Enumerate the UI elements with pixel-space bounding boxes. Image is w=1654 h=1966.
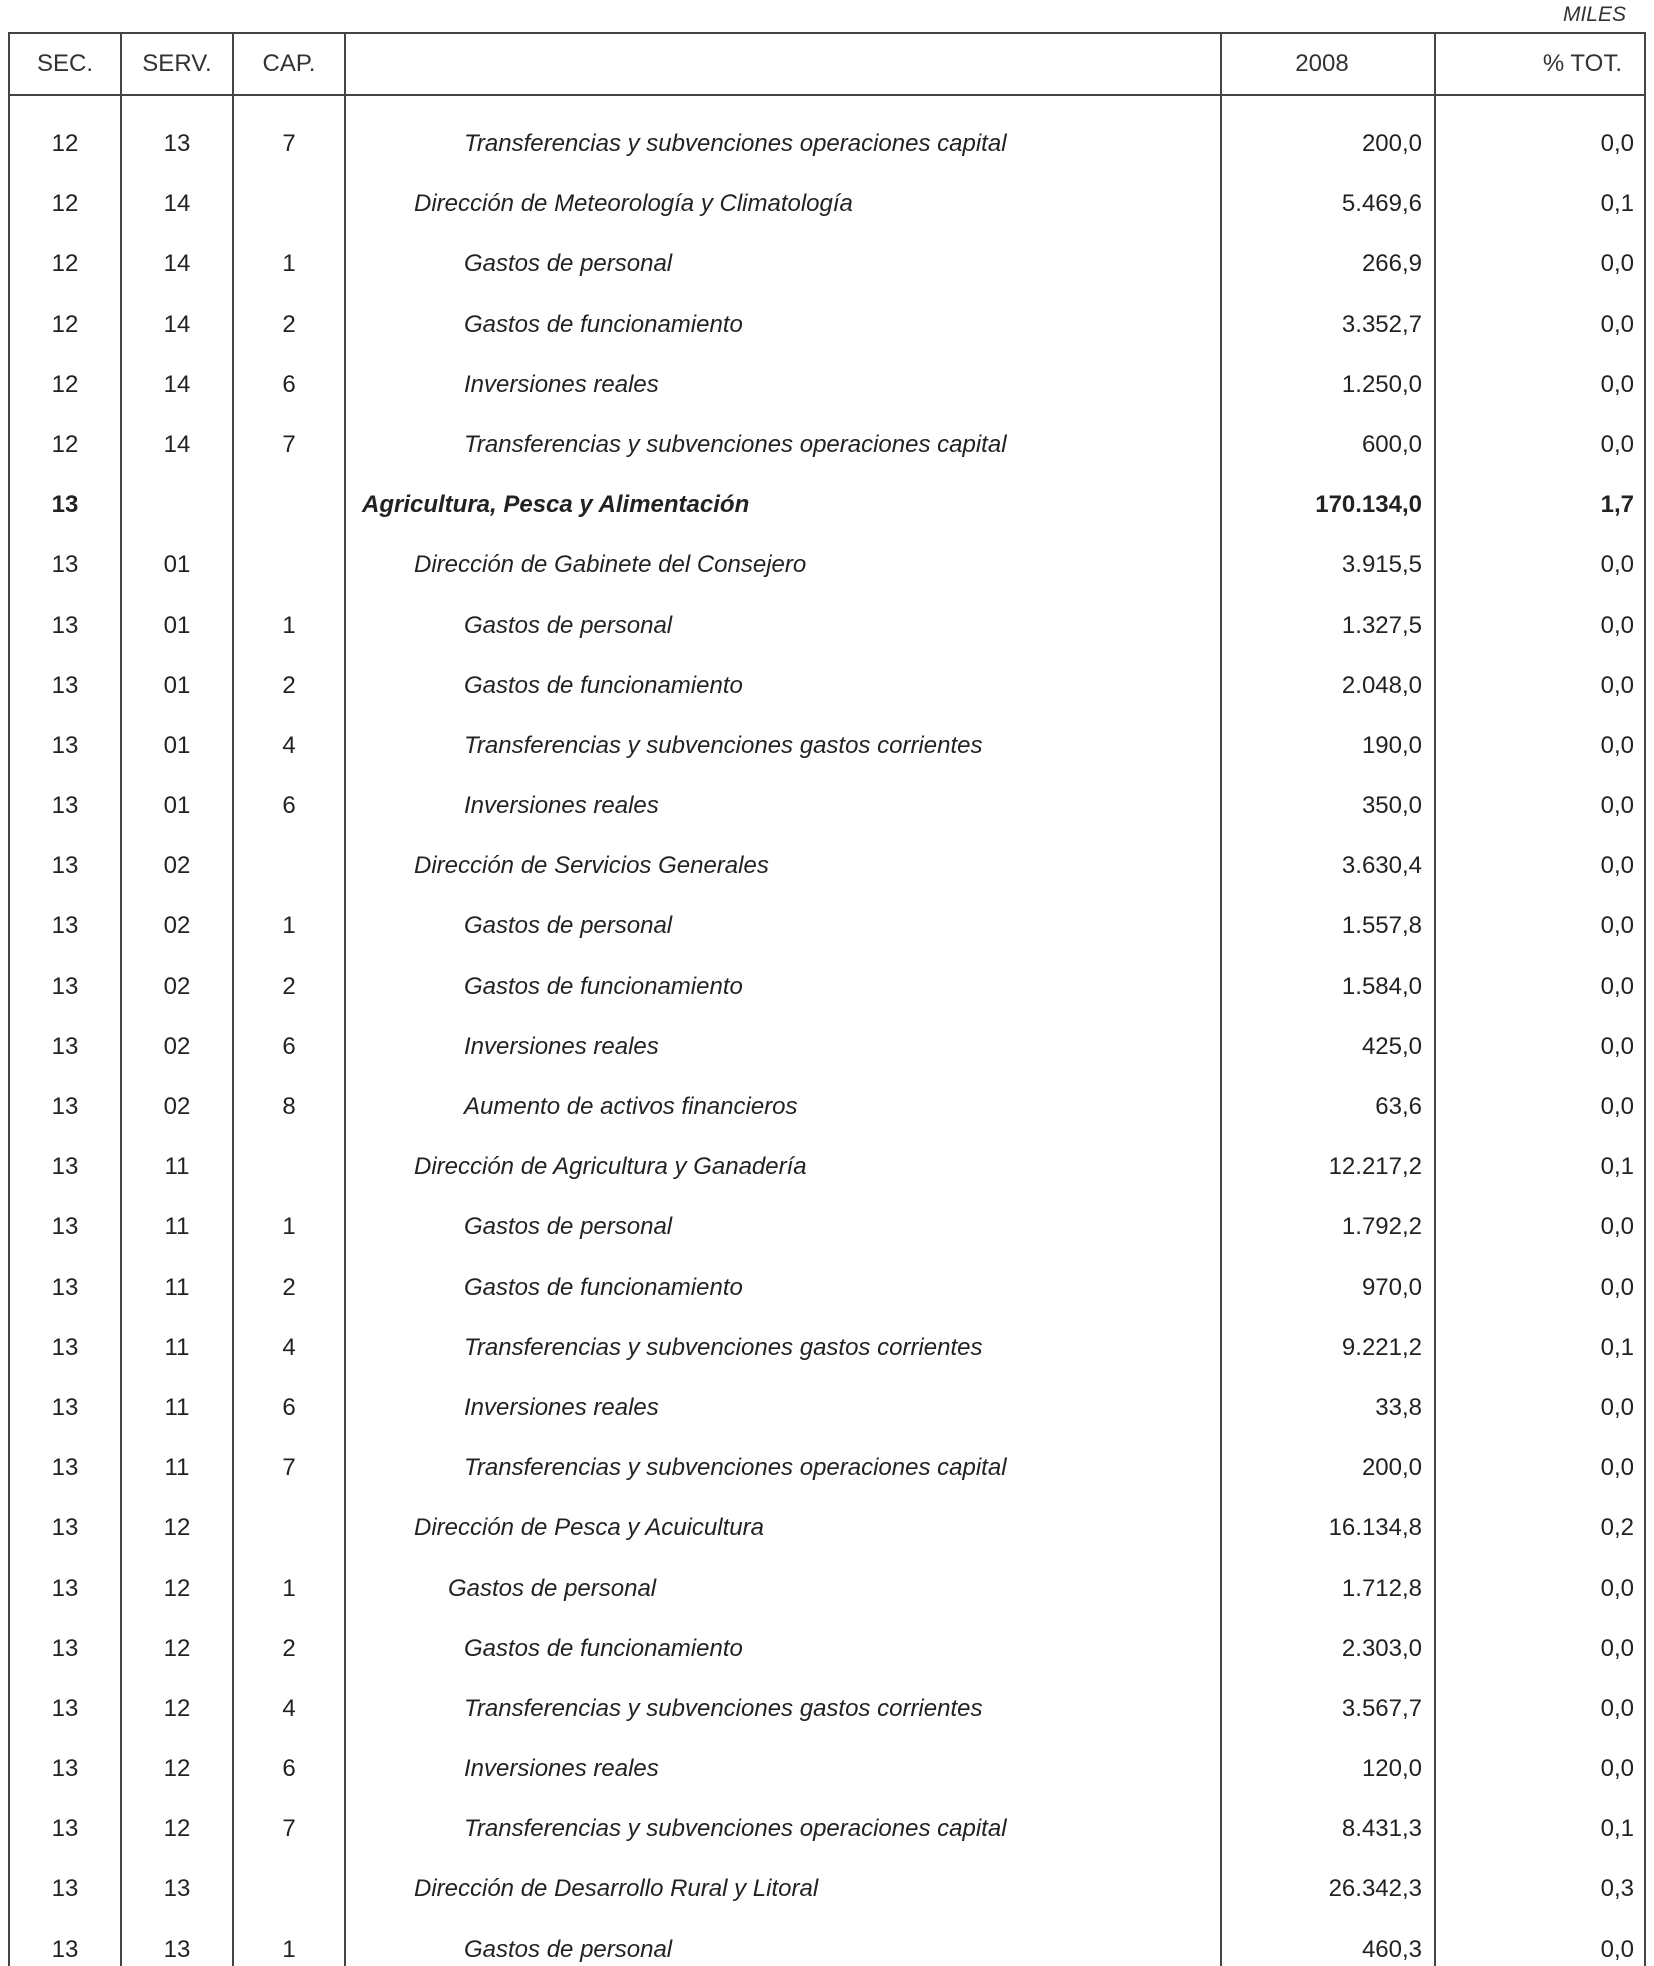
table-row (10, 1559, 1644, 1619)
cell-serv: 11 (164, 1454, 190, 1482)
table-row (10, 475, 1644, 535)
cell-amount: 26.342,3 (1328, 1875, 1422, 1903)
cell-description: Inversiones reales (464, 370, 659, 398)
cell-description: Gastos de funcionamiento (464, 1634, 743, 1662)
cell-sec: 13 (51, 731, 79, 759)
cell-cap (234, 535, 344, 595)
cell-cap: 1 (282, 611, 296, 639)
cell-sec: 12 (51, 130, 79, 157)
cell-serv: 14 (163, 430, 191, 458)
cell-serv: 01 (163, 611, 191, 639)
cell-cap: 6 (282, 1032, 296, 1060)
cell-amount: 600,0 (1361, 430, 1422, 458)
budget-table (8, 32, 1646, 1966)
cell-pct: 0,0 (1600, 1755, 1634, 1783)
header-sec: SEC. (36, 50, 93, 77)
table-row (10, 1438, 1644, 1498)
cell-sec: 12 (51, 430, 79, 458)
table-row (10, 535, 1644, 595)
cell-sec: 13 (51, 1694, 79, 1722)
cell-serv: 02 (163, 1093, 191, 1120)
cell-pct: 0,0 (1600, 1935, 1634, 1963)
table-row (10, 295, 1644, 355)
cell-serv: 02 (163, 972, 191, 1000)
cell-sec: 13 (51, 1815, 79, 1843)
cell-sec: 13 (51, 611, 79, 639)
table-row (10, 776, 1644, 836)
cell-amount: 63,6 (1375, 1093, 1422, 1120)
cell-amount: 1.327,5 (1341, 611, 1422, 639)
cell-pct: 0,1 (1600, 1815, 1634, 1843)
table-row (10, 957, 1644, 1017)
table-row (10, 1017, 1644, 1077)
cell-description: Aumento de activos financieros (464, 1093, 798, 1120)
cell-sec: 13 (51, 1213, 79, 1241)
table-row (10, 1859, 1644, 1919)
cell-sec: 12 (51, 310, 79, 338)
cell-description: Dirección de Desarrollo Rural y Litoral (414, 1875, 819, 1903)
cell-sec: 13 (51, 1093, 79, 1120)
cell-cap: 7 (282, 430, 296, 458)
cell-pct: 0,0 (1600, 430, 1634, 458)
cell-description: Transferencias y subvenciones operaciones capital (464, 1454, 1007, 1482)
cell-cap (234, 1137, 344, 1197)
cell-amount: 12.217,2 (1328, 1153, 1422, 1181)
cell-pct: 0,1 (1600, 1333, 1634, 1361)
cell-pct: 0,0 (1600, 972, 1634, 1000)
table-row (10, 1799, 1644, 1859)
cell-serv: 12 (163, 1634, 191, 1662)
cell-cap: 1 (282, 912, 296, 940)
cell-description: Gastos de personal (464, 912, 673, 940)
cell-pct: 0,0 (1600, 611, 1634, 639)
cell-sec: 12 (51, 370, 79, 398)
cell-sec: 13 (51, 491, 79, 519)
cell-pct: 0,0 (1600, 1454, 1634, 1482)
cell-cap: 1 (282, 1213, 296, 1241)
cell-pct: 0,0 (1600, 310, 1634, 338)
cell-amount: 1.584,0 (1341, 972, 1422, 1000)
cell-amount: 1.792,2 (1341, 1213, 1422, 1241)
cell-sec: 13 (51, 1153, 79, 1181)
cell-pct: 0,0 (1600, 1273, 1634, 1301)
cell-pct: 0,0 (1600, 792, 1634, 820)
cell-pct: 0,3 (1600, 1875, 1634, 1903)
table-row (10, 1318, 1644, 1378)
cell-serv: 02 (163, 912, 191, 940)
cell-description: Transferencias y subvenciones operaciones capital (464, 430, 1007, 458)
cell-serv: 13 (163, 130, 191, 157)
cell-description: Gastos de personal (464, 1213, 673, 1241)
cell-cap (234, 1859, 344, 1919)
table-row (10, 896, 1644, 956)
cell-amount: 3.567,7 (1341, 1694, 1422, 1722)
cell-pct: 1,7 (1600, 491, 1634, 519)
header-pct: % TOT. (1542, 50, 1622, 77)
cell-pct: 0,0 (1600, 852, 1634, 880)
cell-description: Gastos de personal (464, 1935, 673, 1963)
cell-pct: 0,0 (1600, 671, 1634, 699)
table-row (10, 716, 1644, 776)
cell-description: Transferencias y subvenciones gastos corrientes (464, 1333, 983, 1361)
cell-cap (234, 174, 344, 234)
cell-sec: 12 (51, 250, 79, 278)
cell-description: Transferencias y subvenciones operaciones capital (464, 130, 1007, 157)
cell-cap: 7 (282, 130, 296, 157)
cell-sec: 13 (51, 551, 79, 579)
cell-sec: 13 (51, 1273, 79, 1301)
cell-cap: 2 (282, 972, 296, 1000)
cell-pct: 0,0 (1600, 1032, 1634, 1060)
cell-cap: 6 (282, 1755, 296, 1783)
cell-cap: 4 (282, 731, 296, 759)
table-row (10, 1920, 1644, 1966)
cell-serv: 01 (163, 671, 191, 699)
cell-amount: 5.469,6 (1341, 190, 1422, 218)
table-row (10, 1258, 1644, 1318)
cell-sec: 13 (51, 1755, 79, 1783)
cell-sec: 13 (51, 1032, 79, 1060)
table-row (10, 1137, 1644, 1197)
table-row (10, 596, 1644, 656)
cell-description: Transferencias y subvenciones gastos corrientes (464, 1694, 983, 1722)
table-row (10, 174, 1644, 234)
table-row (10, 1619, 1644, 1679)
table-row (10, 1378, 1644, 1438)
cell-sec: 13 (51, 1333, 79, 1361)
cell-pct: 0,0 (1600, 1694, 1634, 1722)
table-row (10, 355, 1644, 415)
cell-pct: 0,0 (1600, 731, 1634, 759)
table-row (10, 1197, 1644, 1257)
table-row (10, 1739, 1644, 1799)
cell-serv: 12 (163, 1574, 191, 1602)
cell-amount: 1.250,0 (1341, 370, 1422, 398)
cell-cap: 2 (282, 1273, 296, 1301)
cell-description: Gastos de personal (464, 250, 673, 278)
cell-pct: 0,0 (1600, 1634, 1634, 1662)
cell-amount: 1.712,8 (1341, 1574, 1422, 1602)
cell-cap: 7 (282, 1815, 296, 1843)
cell-sec: 13 (51, 1393, 79, 1421)
cell-description: Dirección de Agricultura y Ganadería (414, 1153, 807, 1181)
cell-serv: 12 (163, 1514, 191, 1542)
cell-description: Gastos de funcionamiento (464, 1273, 743, 1301)
cell-serv: 11 (164, 1213, 190, 1241)
cell-sec: 13 (51, 671, 79, 699)
cell-cap: 2 (282, 1634, 296, 1662)
cell-description: Inversiones reales (464, 1393, 659, 1421)
cell-cap: 6 (282, 370, 296, 398)
table-row (10, 415, 1644, 475)
cell-sec: 13 (51, 1935, 79, 1963)
cell-pct: 0,0 (1600, 1574, 1634, 1602)
cell-amount: 120,0 (1361, 1755, 1422, 1783)
cell-pct: 0,0 (1600, 370, 1634, 398)
table-row (10, 1498, 1644, 1558)
cell-description: Gastos de funcionamiento (464, 310, 743, 338)
cell-description: Dirección de Servicios Generales (414, 852, 769, 880)
cell-serv: 14 (163, 370, 191, 398)
cell-amount: 460,3 (1361, 1935, 1422, 1963)
cell-sec: 13 (51, 1875, 79, 1903)
cell-serv: 11 (164, 1333, 190, 1361)
header-year: 2008 (1295, 50, 1349, 77)
cell-amount: 170.134,0 (1315, 491, 1422, 519)
cell-description: Dirección de Pesca y Acuicultura (414, 1514, 764, 1542)
table-row (10, 656, 1644, 716)
cell-description: Gastos de personal (464, 611, 673, 639)
cell-pct: 0,0 (1600, 551, 1634, 579)
cell-description: Inversiones reales (464, 1032, 659, 1060)
cell-cap: 2 (282, 310, 296, 338)
table-row (10, 234, 1644, 294)
cell-description: Agricultura, Pesca y Alimentación (362, 491, 750, 519)
cell-amount: 350,0 (1361, 792, 1422, 820)
cell-serv: 11 (164, 1273, 190, 1301)
cell-pct: 0,1 (1600, 1153, 1634, 1181)
cell-description: Inversiones reales (464, 1755, 659, 1783)
cell-serv: 13 (163, 1875, 191, 1903)
cell-sec: 13 (51, 972, 79, 1000)
table-row (10, 1077, 1644, 1137)
cell-serv: 12 (163, 1755, 191, 1783)
cell-description: Inversiones reales (464, 792, 659, 820)
table-row (10, 114, 1644, 174)
cell-amount: 3.630,4 (1341, 852, 1422, 880)
cell-sec: 13 (51, 912, 79, 940)
cell-description: Transferencias y subvenciones gastos corrientes (464, 731, 983, 759)
cell-serv (122, 475, 232, 535)
cell-cap (234, 475, 344, 535)
cell-amount: 3.915,5 (1341, 551, 1422, 579)
cell-cap (234, 836, 344, 896)
cell-pct: 0,0 (1600, 912, 1634, 940)
cell-serv: 12 (163, 1815, 191, 1843)
cell-serv: 11 (164, 1153, 190, 1181)
cell-amount: 16.134,8 (1328, 1514, 1422, 1542)
cell-serv: 01 (163, 792, 191, 820)
cell-cap: 4 (282, 1694, 296, 1722)
cell-cap: 1 (282, 250, 296, 278)
cell-cap: 1 (282, 1935, 296, 1963)
table-row (10, 1679, 1644, 1739)
table-row (10, 836, 1644, 896)
cell-pct: 0,2 (1600, 1514, 1634, 1542)
cell-amount: 425,0 (1361, 1032, 1422, 1060)
cell-amount: 2.048,0 (1341, 671, 1422, 699)
cell-description: Dirección de Meteorología y Climatología (414, 190, 853, 218)
cell-serv: 14 (163, 310, 191, 338)
cell-amount: 8.431,3 (1341, 1815, 1422, 1843)
cell-serv: 01 (163, 731, 191, 759)
cell-sec: 13 (51, 1514, 79, 1542)
cell-serv: 12 (163, 1694, 191, 1722)
cell-amount: 3.352,7 (1341, 310, 1422, 338)
cell-amount: 200,0 (1361, 1454, 1422, 1482)
cell-amount: 1.557,8 (1341, 912, 1422, 940)
cell-amount: 190,0 (1361, 731, 1422, 759)
cell-amount: 2.303,0 (1341, 1634, 1422, 1662)
cell-amount: 33,8 (1375, 1393, 1422, 1421)
cell-sec: 13 (51, 1454, 79, 1482)
cell-amount: 9.221,2 (1341, 1333, 1422, 1361)
cell-pct: 0,0 (1600, 130, 1634, 157)
cell-cap: 8 (282, 1093, 296, 1120)
cell-sec: 13 (51, 1574, 79, 1602)
cell-pct: 0,0 (1600, 1093, 1634, 1120)
cell-pct: 0,0 (1600, 250, 1634, 278)
cell-cap: 1 (282, 1574, 296, 1602)
cell-amount: 970,0 (1361, 1273, 1422, 1301)
cell-amount: 200,0 (1361, 130, 1422, 157)
header-serv: SERV. (142, 50, 212, 77)
cell-pct: 0,1 (1600, 190, 1634, 218)
cell-serv: 11 (164, 1393, 190, 1421)
cell-pct: 0,0 (1600, 1393, 1634, 1421)
cell-sec: 13 (51, 1634, 79, 1662)
cell-pct: 0,0 (1600, 1213, 1634, 1241)
cell-serv: 13 (163, 1935, 191, 1963)
cell-cap: 6 (282, 1393, 296, 1421)
cell-cap: 2 (282, 671, 296, 699)
cell-sec: 13 (51, 792, 79, 820)
cell-amount: 266,9 (1361, 250, 1422, 278)
cell-description: Gastos de funcionamiento (464, 972, 743, 1000)
cell-sec: 12 (51, 190, 79, 218)
cell-serv: 14 (163, 190, 191, 218)
cell-cap: 4 (282, 1333, 296, 1361)
cell-cap: 7 (282, 1454, 296, 1482)
header-cap: CAP. (262, 50, 316, 77)
cell-description: Gastos de personal (448, 1574, 657, 1602)
cell-serv: 14 (163, 250, 191, 278)
table-header (10, 34, 1644, 96)
cell-serv: 02 (163, 852, 191, 880)
cell-sec: 13 (51, 852, 79, 880)
units-label: MILES (1562, 3, 1626, 26)
cell-serv: 01 (163, 551, 191, 579)
cell-description: Gastos de funcionamiento (464, 671, 743, 699)
cell-description: Dirección de Gabinete del Consejero (414, 551, 807, 579)
cell-description: Transferencias y subvenciones operaciones capital (464, 1815, 1007, 1843)
table-body (10, 114, 1644, 1966)
cell-cap (234, 1498, 344, 1558)
cell-serv: 02 (163, 1032, 191, 1060)
cell-cap: 6 (282, 792, 296, 820)
